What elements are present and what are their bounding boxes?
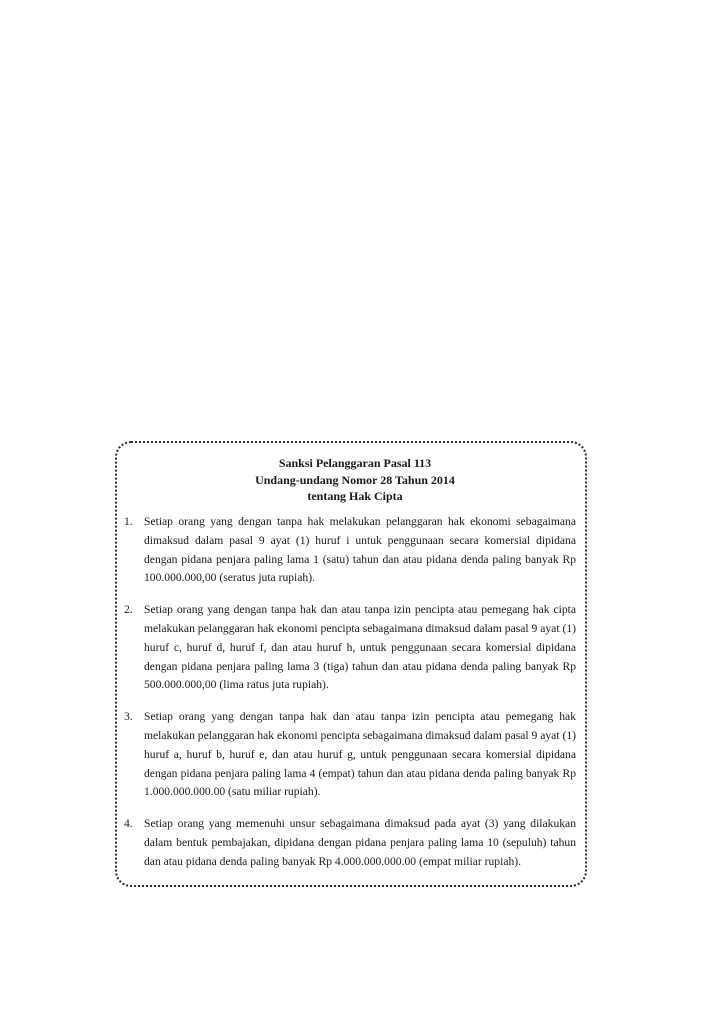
clause-item	[124, 815, 576, 871]
notice-subject: tentang Hak Cipta	[307, 489, 403, 503]
clause-item	[124, 513, 576, 588]
clause-list	[124, 513, 576, 885]
clause-number: 4.	[124, 817, 133, 831]
clause-item	[124, 601, 576, 695]
clause-number: 3.	[124, 710, 133, 724]
clause-text: Setiap orang yang dengan tanpa hak dan atau tanpa izin pencipta atau pemegang hak melakukan pelanggaran hak ekonomi pencipta sebagaimana dimaksud dalam pasal 9 ayat (1) huruf a, huruf b, huruf e, dan atau huruf g, untuk penggunaan secara komersial dipidana dengan pidana penjara paling lama 4 (empat) tahun dan atau pidana denda paling banyak Rp 1.000.000.000.00 (satu miliar rupiah).	[144, 710, 576, 799]
notice-heading	[120, 455, 590, 505]
clause-text: Setiap orang yang memenuhi unsur sebagaimana dimaksud pada ayat (3) yang dilakukan dalam bentuk pembajakan, dipidana dengan pidana penjara paling lama 10 (sepuluh) tahun dan atau pidana denda paling banyak Rp 4.000.000.000.00 (empat miliar rupiah).	[144, 817, 576, 868]
clause-item	[124, 708, 576, 802]
clause-number: 1.	[124, 515, 133, 528]
notice-law-reference: Undang-undang Nomor 28 Tahun 2014	[255, 472, 455, 487]
clause-text: Setiap orang yang dengan tanpa hak melakukan pelanggaran hak ekonomi sebagaimana dimaksud dalam pasal 9 ayat (1) huruf i untuk penggunaan secara komersial dipidana dengan pidana penjara paling lama 1 (satu) tahun dan atau pidana denda paling banyak Rp 100.000.000,00 (seratus juta rupiah).	[144, 515, 576, 585]
notice-title: Sanksi Pelanggaran Pasal 113	[278, 456, 432, 470]
clause-text: Setiap orang yang dengan tanpa hak dan atau tanpa izin pencipta atau pemegang hak cipta melakukan pelanggaran hak ekonomi pencipta sebagaimana dimaksud dalam pasal 9 ayat (1) huruf c, huruf d, huruf f, dan atau huruf h, untuk penggunaan secara komersial dipidana dengan pidana penjara paling lama 3 (tiga) tahun dan atau pidana denda paling banyak Rp 500.000.000,00 (lima ratus juta rupiah).	[144, 603, 576, 692]
clause-number: 2.	[124, 603, 133, 617]
